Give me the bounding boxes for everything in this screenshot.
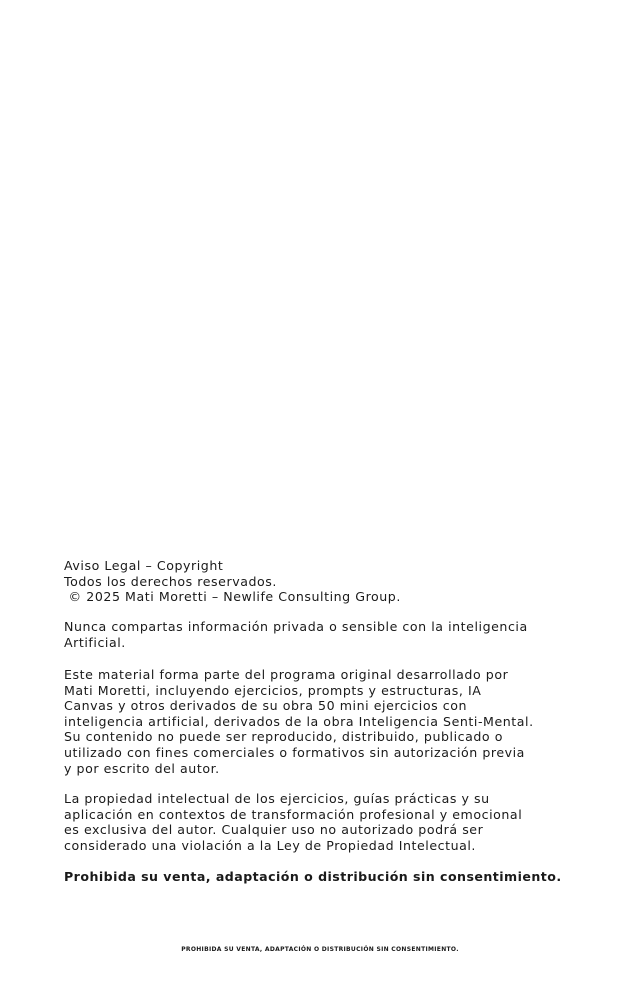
text-line: inteligencia artificial, derivados de la obra Inteligencia Senti-Mental.	[64, 713, 534, 729]
intellectual-property-paragraph	[64, 791, 584, 853]
text-line: es exclusiva del autor. Cualquier uso no autorizado podrá ser	[64, 822, 484, 838]
copyright-rights: Todos los derechos reservados.	[64, 573, 277, 589]
copyright-heading: Aviso Legal – Copyright	[64, 558, 224, 573]
text-line: Su contenido no puede ser reproducido, distribuido, publicado o	[64, 729, 503, 745]
text-line: Canvas y otros derivados de su obra 50 mini ejercicios con	[64, 698, 468, 714]
text-line: Este material forma parte del programa original desarrollado por	[64, 667, 509, 682]
copyright-notice	[64, 558, 584, 605]
prohibition-statement	[64, 869, 584, 885]
text-line: Nunca compartas información privada o sensible con la inteligencia	[64, 619, 528, 634]
text-line: utilizado con fines comerciales o formativos sin autorización previa	[64, 744, 525, 760]
copyright-owner: © 2025 Mati Moretti – Newlife Consulting Group.	[64, 589, 401, 605]
text-line: y por escrito del autor.	[64, 760, 220, 776]
text-line: considerado una violación a la Ley de Propiedad Intelectual.	[64, 837, 476, 853]
text-line: aplicación en contextos de transformación profesional y emocional	[64, 806, 523, 822]
text-line: La propiedad intelectual de los ejercicios, guías prácticas y su	[64, 791, 490, 806]
privacy-warning	[64, 619, 584, 650]
material-paragraph	[64, 667, 584, 776]
prohibition-text: Prohibida su venta, adaptación o distribución sin consentimiento.	[64, 869, 562, 884]
page-footer: PROHIBIDA SU VENTA, ADAPTACIÓN O DISTRIBUCIÓN SIN CONSENTIMIENTO.	[181, 946, 459, 953]
text-line: Artificial.	[64, 634, 126, 650]
text-line: Mati Moretti, incluyendo ejercicios, prompts y estructuras, IA	[64, 682, 482, 698]
